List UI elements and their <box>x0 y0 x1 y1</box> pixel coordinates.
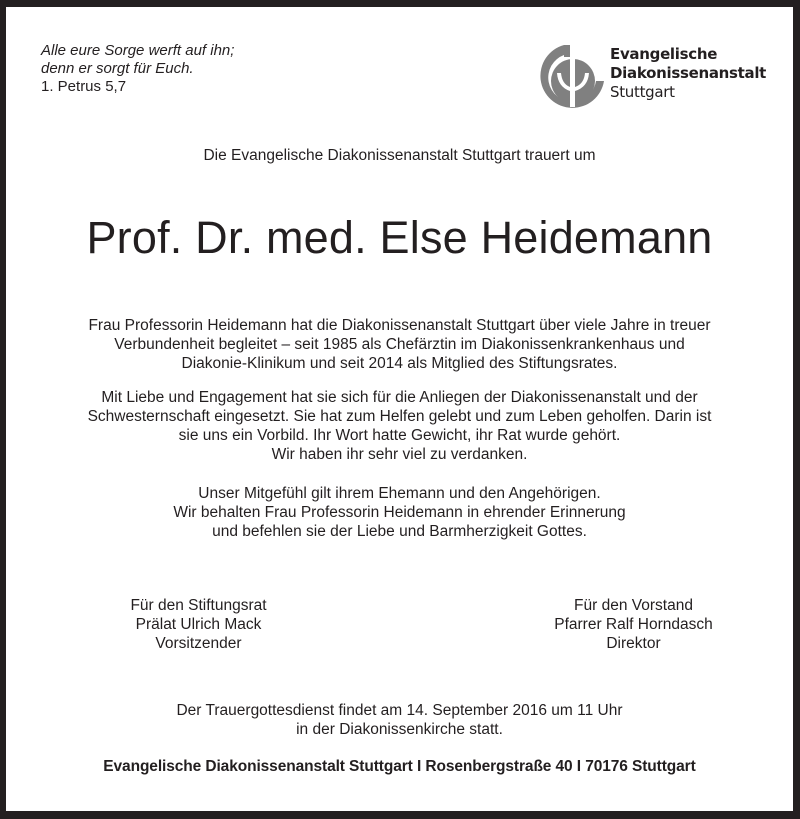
signature-name: Pfarrer Ralf Horndasch <box>554 616 713 633</box>
paragraph-line: Frau Professorin Heidemann hat die Diakonissenanstalt Stuttgart über viele Jahre in treuer <box>88 317 711 334</box>
paragraph-line: und befehlen sie der Liebe und Barmherzigkeit Gottes. <box>212 523 587 540</box>
paragraph-line: Diakonie-Klinikum und seit 2014 als Mitglied des Stiftungsrates. <box>181 355 618 372</box>
paragraph-line: Mit Liebe und Engagement hat sie sich für die Anliegen der Diakonissenanstalt und der <box>101 389 698 406</box>
organization-address: Evangelische Diakonissenanstalt Stuttgart I Rosenbergstraße 40 I 70176 Stuttgart <box>103 758 696 775</box>
verse-line-1: Alle eure Sorge werft auf ihn; <box>41 42 235 59</box>
logo-text <box>610 45 766 102</box>
paragraph-line: Schwesternschaft eingesetzt. Sie hat zum Helfen gelebt und zum Leben geholfen. Darin ist <box>87 408 712 425</box>
paragraph-2 <box>6 388 793 464</box>
intro-text: Die Evangelische Diakonissenanstalt Stuttgart trauert um <box>203 147 596 164</box>
paragraph-line: Wir behalten Frau Professorin Heidemann in ehrender Erinnerung <box>173 504 626 521</box>
signature-name: Prälat Ulrich Mack <box>135 616 262 633</box>
verse-line-2: denn er sorgt für Euch. <box>41 60 194 77</box>
signature-on-behalf: Für den Vorstand <box>574 597 693 614</box>
paragraph-line: Unser Mitgefühl gilt ihrem Ehemann und den Angehörigen. <box>198 485 601 502</box>
logo-line-2: Diakonissenanstalt <box>610 64 767 82</box>
signature-foundation-board <box>101 596 296 653</box>
signature-on-behalf: Für den Stiftungsrat <box>130 597 267 614</box>
paragraph-line: sie uns ein Vorbild. Ihr Wort hatte Gewicht, ihr Rat wurde gehört. <box>178 427 621 444</box>
service-line-2: in der Diakonissenkirche statt. <box>296 721 503 738</box>
signature-role: Vorsitzender <box>155 635 242 652</box>
signature-role: Direktor <box>606 635 661 652</box>
paragraph-line: Verbundenheit begleitet – seit 1985 als Chefärztin im Diakonissenkrankenhaus und <box>114 336 685 353</box>
verse-reference: 1. Petrus 5,7 <box>41 78 127 95</box>
logo-line-1: Evangelische <box>610 45 718 63</box>
logo-line-3: Stuttgart <box>610 83 675 101</box>
service-line-1: Der Trauergottesdienst findet am 14. September 2016 um 11 Uhr <box>176 702 623 719</box>
organization-logo <box>538 43 778 113</box>
paragraph-1 <box>6 316 793 373</box>
paragraph-3 <box>6 484 793 541</box>
signature-executive-board <box>526 596 741 653</box>
bible-verse <box>41 42 234 96</box>
paragraph-line: Wir haben ihr sehr viel zu verdanken. <box>271 446 528 463</box>
deceased-name: Prof. Dr. med. Else Heidemann <box>86 212 713 263</box>
funeral-service-info <box>6 701 793 739</box>
diakonie-cross-icon <box>538 43 606 113</box>
